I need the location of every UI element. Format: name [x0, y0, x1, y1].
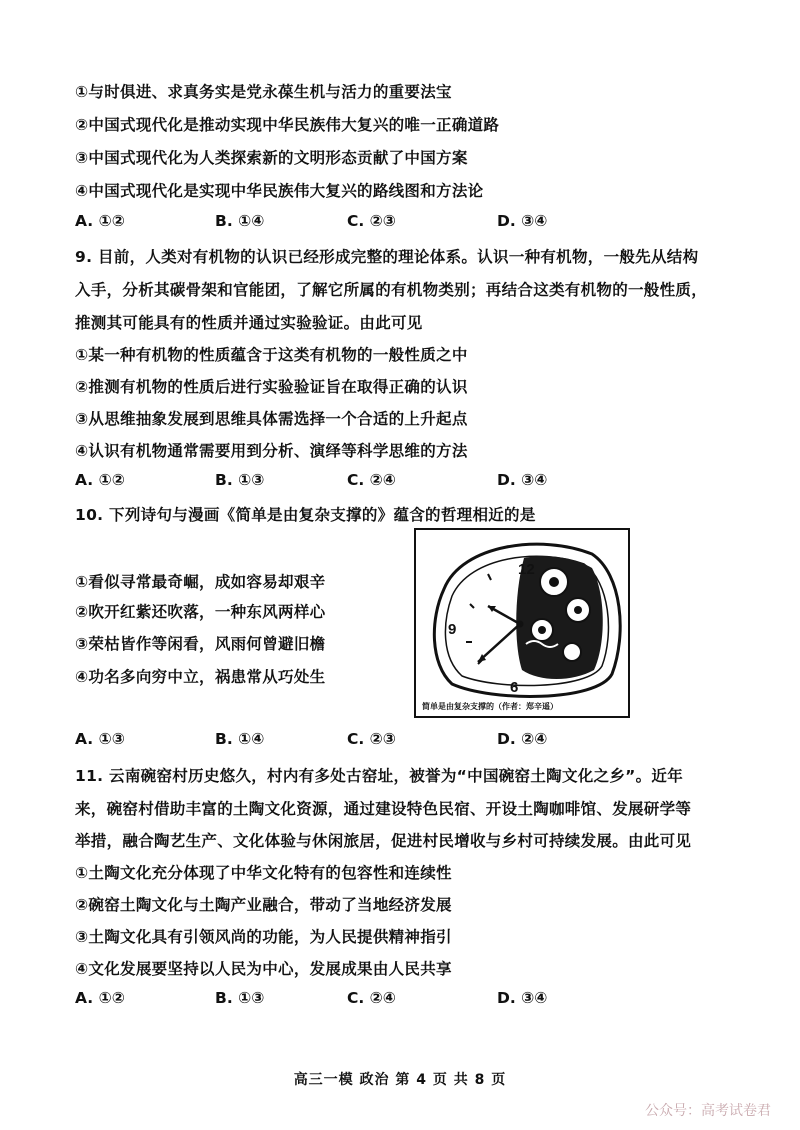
q8-item-4: ④中国式现代化是实现中华民族伟大复兴的路线图和方法论	[75, 182, 484, 200]
q9-item-4: ④认识有机物通常需要用到分析、演绎等科学思维的方法	[75, 442, 468, 460]
q10-stem: 10. 下列诗句与漫画《简单是由复杂支撑的》蕴含的哲理相近的是	[75, 506, 536, 524]
q11-stem-line-2: 来，碗窑村借助丰富的土陶文化资源，通过建设特色民宿、开设土陶咖啡馆、发展研学等	[75, 800, 692, 818]
q11-stem-line-3: 举措，融合陶艺生产、文化体验与休闲旅居，促进村民增收与乡村可持续发展。由此可见	[75, 832, 692, 850]
q9-item-1: ①某一种有机物的性质蕴含于这类有机物的一般性质之中	[75, 346, 468, 364]
q9-item-3: ③从思维抽象发展到思维具体需选择一个合适的上升起点	[75, 410, 468, 428]
q10-option-c[interactable]: C. ②③	[347, 730, 396, 748]
q8-item-2: ②中国式现代化是推动实现中华民族伟大复兴的唯一正确道路	[75, 116, 500, 134]
q11-item-2: ②碗窑土陶文化与土陶产业融合，带动了当地经济发展	[75, 896, 452, 914]
watermark: 公众号：高考试卷君	[645, 1103, 771, 1119]
q8-option-c[interactable]: C. ②③	[347, 212, 396, 230]
q9-stem-line-1: 9. 目前，人类对有机物的认识已经形成完整的理论体系。认识一种有机物，一般先从结构	[75, 248, 699, 266]
q11-option-b[interactable]: B. ①③	[215, 989, 265, 1007]
clock-number-6: 6	[510, 679, 519, 696]
q10-item-4: ④功名多向穷中立，祸患常从巧处生	[75, 668, 326, 686]
clock-number-12: 12	[518, 561, 535, 578]
q9-option-a[interactable]: A. ①②	[75, 471, 125, 489]
q10-item-1: ①看似寻常最奇崛，成如容易却艰辛	[75, 573, 326, 591]
clock-number-9: 9	[448, 621, 457, 638]
clock-illustration	[422, 534, 626, 704]
q8-item-3: ③中国式现代化为人类探索新的文明形态贡献了中国方案	[75, 149, 468, 167]
q11-option-d[interactable]: D. ③④	[497, 989, 548, 1007]
q11-option-a[interactable]: A. ①②	[75, 989, 125, 1007]
clock-hand-minute	[478, 624, 520, 662]
q9-option-c[interactable]: C. ②④	[347, 471, 396, 489]
q10-option-b[interactable]: B. ①④	[215, 730, 265, 748]
q10-option-a[interactable]: A. ①③	[75, 730, 125, 748]
q11-option-c[interactable]: C. ②④	[347, 989, 396, 1007]
q10-item-3: ③荣枯皆作等闲看，风雨何曾避旧檐	[75, 635, 326, 653]
page-footer: 高三一模 政治 第 4 页 共 8 页	[293, 1072, 507, 1088]
q8-item-1: ①与时俱进、求真务实是党永葆生机与活力的重要法宝	[75, 83, 452, 101]
q9-stem-line-3: 推测其可能具有的性质并通过实验验证。由此可见	[75, 314, 423, 332]
q8-option-d[interactable]: D. ③④	[497, 212, 548, 230]
q11-item-1: ①土陶文化充分体现了中华文化特有的包容性和连续性	[75, 864, 452, 882]
gear-icon	[563, 643, 581, 661]
q10-option-d[interactable]: D. ②④	[497, 730, 548, 748]
q8-option-b[interactable]: B. ①④	[215, 212, 265, 230]
cartoon-figure	[414, 528, 630, 718]
q8-option-a[interactable]: A. ①②	[75, 212, 125, 230]
cartoon-caption: 简单是由复杂支撑的（作者：郑辛遥）	[422, 702, 558, 711]
q9-item-2: ②推测有机物的性质后进行实验验证旨在取得正确的认识	[75, 378, 468, 396]
q11-item-3: ③土陶文化具有引领风尚的功能，为人民提供精神指引	[75, 928, 452, 946]
q9-option-d[interactable]: D. ③④	[497, 471, 548, 489]
q11-item-4: ④文化发展要坚持以人民为中心，发展成果由人民共享	[75, 960, 452, 978]
q9-stem-line-2: 入手，分析其碳骨架和官能团，了解它所属的有机物类别；再结合这类有机物的一般性质，	[75, 281, 708, 299]
q9-option-b[interactable]: B. ①③	[215, 471, 265, 489]
q11-stem-line-1: 11. 云南碗窑村历史悠久，村内有多处古窑址，被誉为“中国碗窑土陶文化之乡”。近年	[75, 767, 684, 785]
q10-item-2: ②吹开红紫还吹落，一种东风两样心	[75, 603, 326, 621]
